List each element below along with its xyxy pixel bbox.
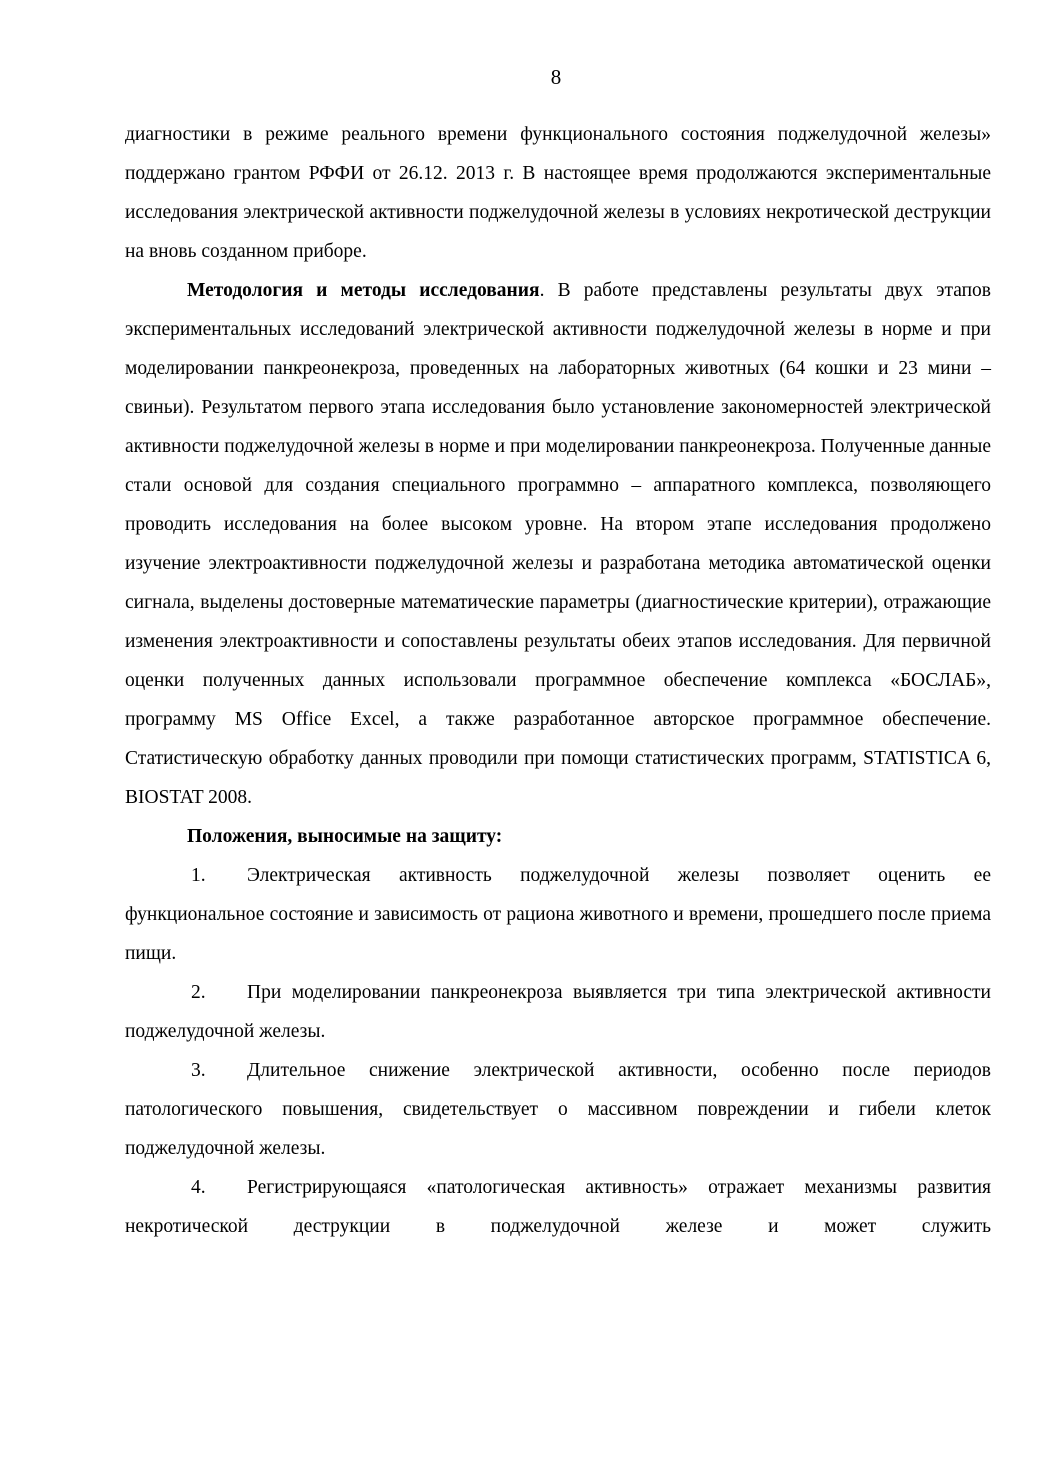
list-item: [125, 856, 991, 973]
methodology-text: . В работе представлены результаты двух этапов экспериментальных исследований электрической активности поджелудочной железы в норме и при моделировании панкреонекроза, проведенных на лабораторных животных (64 кошки и 23 мини – свиньи). Результатом первого этапа исследования было установление закономерностей электрической активности поджелудочной железы в норме и при моделировании панкреонекроза. Полученные данные стали основой для создания специального программно – аппаратного комплекса, позволяющего проводить исследования на более высоком уровне. На втором этапе исследования продолжено изучение электроактивности поджелудочной железы и разработана методика автоматической оценки сигнала, выделены достоверные математические параметры (диагностические критерии), отражающие изменения электроактивности и сопоставлены результаты обеих этапов исследования. Для первичной оценки полученных данных использовали программное обеспечение комплекса «БОСЛАБ», программу MS Office Excel, а также разработанное авторское программное обеспечение. Статистическую обработку данных проводили при помощи статистических программ, STATISTICA 6, BIOSTAT 2008.: [125, 280, 991, 808]
theses-heading: Положения, выносимые на защиту:: [187, 826, 503, 847]
paragraph-methodology: [125, 271, 991, 817]
list-item-text: Электрическая активность поджелудочной железы позволяет оценить ее функциональное состояние и зависимость от рациона животного и времени, прошедшего после приема пищи.: [125, 865, 991, 964]
paragraph-continuation: диагностики в режиме реального времени функционального состояния поджелудочной железы» поддержано грантом РФФИ от 26.12. 2013 г. В настоящее время продолжаются экспериментальные исследования электрической активности поджелудочной железы в условиях некротической деструкции на вновь созданном приборе.: [125, 124, 991, 262]
page-number: 8: [550, 65, 562, 89]
list-item-text: При моделировании панкреонекроза выявляется три типа электрической активности поджелудочной железы.: [125, 982, 991, 1042]
list-item-text: Регистрирующаяся «патологическая активность» отражает механизмы развития некротической деструкции в поджелудочной железе и может служить: [125, 1177, 991, 1237]
list-item-text: Длительное снижение электрической активности, особенно после периодов патологического повышения, свидетельствует о массивном повреждении и гибели клеток поджелудочной железы.: [125, 1060, 991, 1159]
list-item-number: 4.: [191, 1177, 206, 1198]
list-item-number: 1.: [191, 865, 206, 886]
list-item: [125, 973, 991, 1051]
list-item: [125, 1051, 991, 1168]
methodology-heading: Методология и методы исследования: [187, 280, 540, 301]
body-text: [125, 115, 991, 1246]
list-item-number: 2.: [191, 982, 206, 1003]
list-item-number: 3.: [191, 1060, 206, 1081]
list-item: [125, 1168, 991, 1246]
